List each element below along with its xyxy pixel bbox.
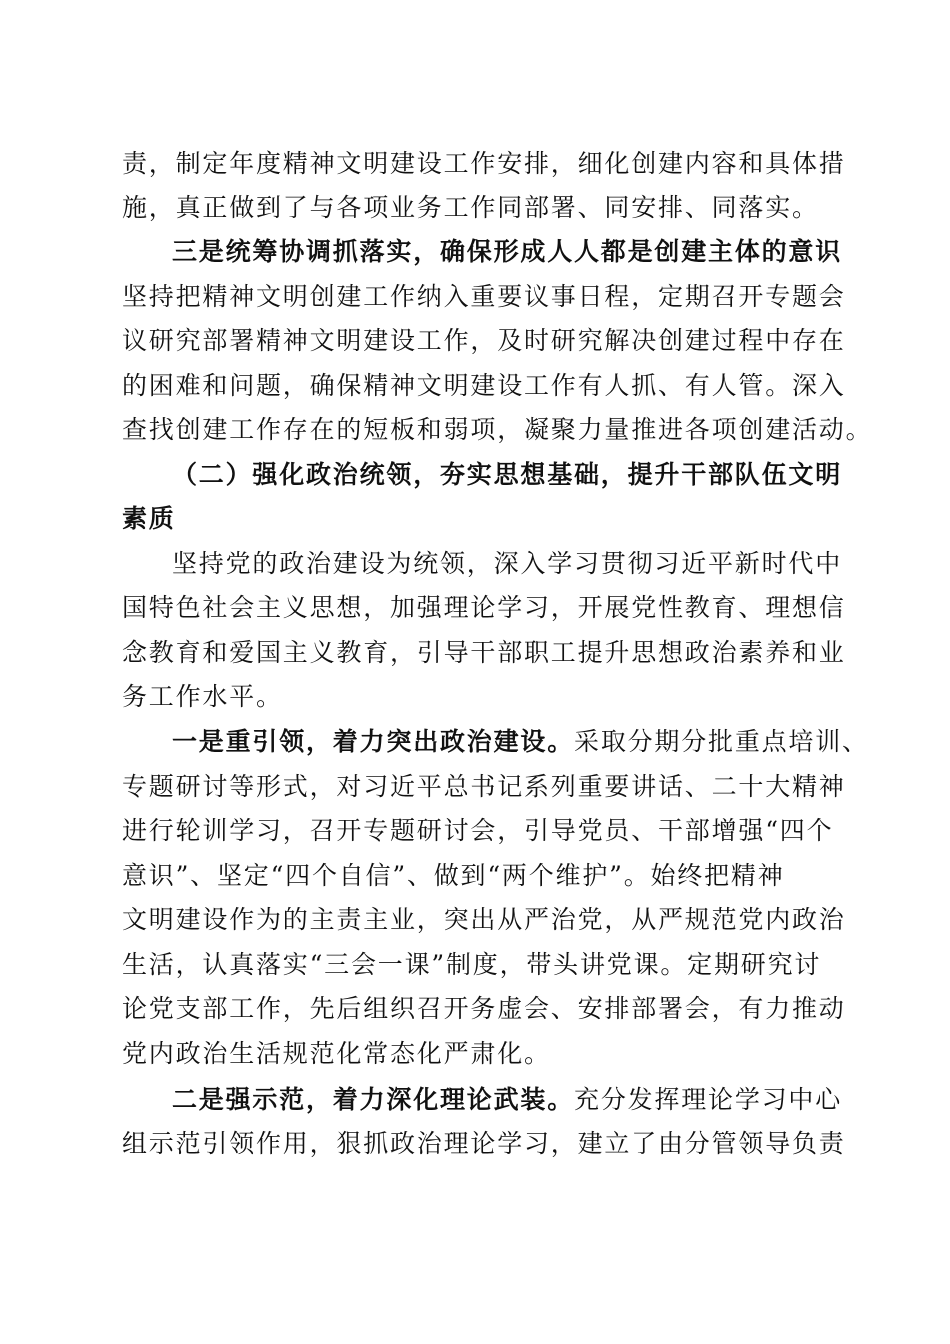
paragraph-line: 论党支部工作，先后组织召开务虚会、安排部署会，有力推动 [122, 994, 846, 1023]
paragraph-line: 生活，认真落实“三会一课”制度，带头讲党课。定期研究讨 [122, 950, 822, 979]
paragraph-line: 的困难和问题，确保精神文明建设工作有人抓、有人管。深入 [122, 371, 846, 400]
paragraph-line: 党内政治生活规范化常态化严肃化。 [122, 1039, 551, 1068]
paragraph-line: 文明建设作为的主责主业，突出从严治党，从严规范党内政治 [122, 905, 846, 934]
paragraph-text: 充分发挥理论学习中心 [574, 1085, 843, 1114]
paragraph-lead: 二是强示范，着力深化理论武装。 [172, 1085, 575, 1114]
paragraph-line: 务工作水平。 [122, 682, 283, 711]
bold-heading-line: 三是统筹协调抓落实，确保形成人人都是创建主体的意识 [172, 237, 843, 266]
paragraph-line: 议研究部署精神文明建设工作，及时研究解决创建过程中存在 [122, 326, 846, 355]
paragraph-line: 国特色社会主义思想，加强理论学习，开展党性教育、理想信 [122, 593, 846, 622]
paragraph-text: 采取分期分批重点培训、 [574, 727, 869, 756]
paragraph-lead: 一是重引领，着力突出政治建设。 [172, 727, 575, 756]
section-heading: （二）强化政治统领，夯实思想基础，提升干部队伍文明 [172, 460, 843, 489]
paragraph-line: 进行轮训学习，召开专题研讨会，引导党员、干部增强“四个 [122, 816, 834, 845]
paragraph-line: 专题研讨等形式，对习近平总书记系列重要讲话、二十大精神 [122, 772, 846, 801]
paragraph-line: 坚持把精神文明创建工作纳入重要议事日程，定期召开专题会 [122, 282, 846, 311]
paragraph-line-with-lead [172, 722, 869, 762]
paragraph-line-with-lead [172, 1080, 843, 1120]
paragraph-line: 组示范引领作用，狠抓政治理论学习，建立了由分管领导负责 [122, 1129, 846, 1158]
paragraph-line: 坚持党的政治建设为统领，深入学习贯彻习近平新时代中 [172, 549, 843, 578]
paragraph-line: 念教育和爱国主义教育，引导干部职工提升思想政治素养和业 [122, 638, 846, 667]
paragraph-line: 施，真正做到了与各项业务工作同部署、同安排、同落实。 [122, 193, 819, 222]
paragraph-line: 责，制定年度精神文明建设工作安排，细化创建内容和具体措 [122, 149, 846, 178]
paragraph-line: 查找创建工作存在的短板和弱项，凝聚力量推进各项创建活动。 [122, 415, 873, 444]
section-heading-continued: 素质 [122, 504, 176, 533]
paragraph-line: 意识”、坚定“四个自信”、做到“两个维护”。始终把精神 [122, 861, 785, 890]
